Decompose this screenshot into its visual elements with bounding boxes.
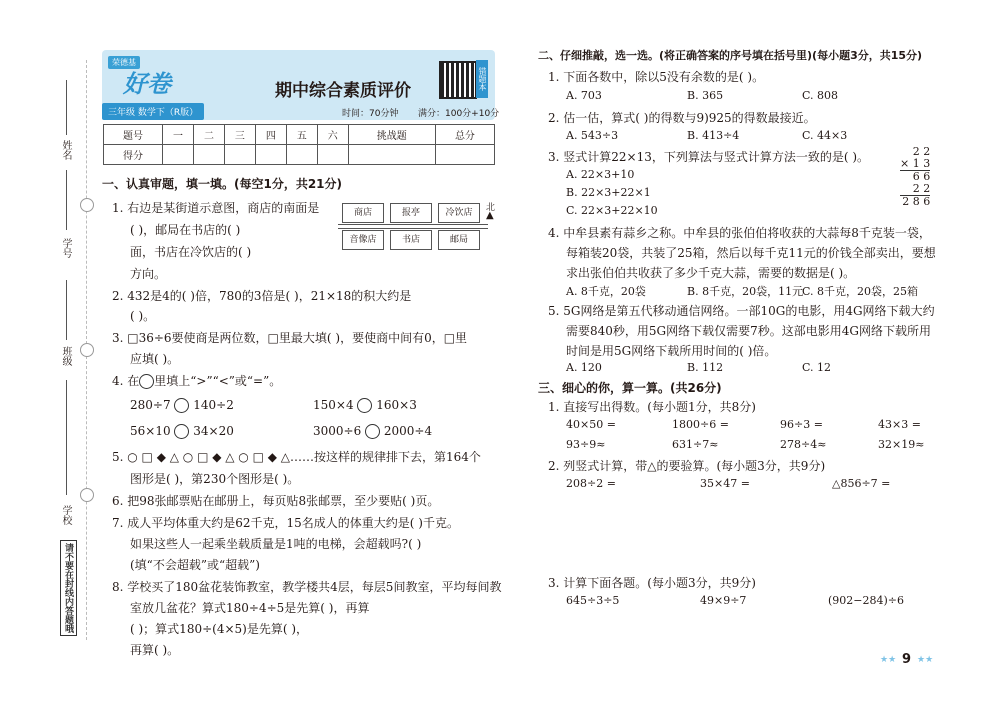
q3-line: 3. □36÷6要使商是两位数，□里最大填( )，要使商中间有0，□里 bbox=[112, 331, 468, 345]
q2-line: ( )。 bbox=[130, 309, 156, 323]
score-cell: 总分 bbox=[435, 125, 494, 145]
s3q1-text: 1. 直接写出得数。(每小题1分，共8分) bbox=[548, 400, 756, 414]
class-underline bbox=[66, 280, 67, 340]
option[interactable]: B. 365 bbox=[687, 89, 724, 102]
map-cold-drink: 冷饮店 bbox=[438, 203, 480, 223]
map-kiosk: 报亭 bbox=[390, 203, 432, 223]
option[interactable]: A. 8千克，20袋 bbox=[566, 285, 646, 298]
q4-item bbox=[313, 398, 417, 413]
school-underline bbox=[66, 380, 67, 495]
q7-line: 7. 成人平均体重大约是62千克，15名成人的体重大约是( )千克。 bbox=[112, 516, 459, 530]
s2q5-line: 需要840秒，用5G网络下载仅需要7秒。这部电影用4G网络下载所用 bbox=[566, 324, 931, 338]
score-input[interactable] bbox=[348, 145, 435, 165]
s2q4-line: 4. 中牟县素有蒜乡之称。中牟县的张伯伯将收获的大蒜每8千克装一袋， bbox=[548, 226, 931, 240]
q5-line: 5. ○ □ ◆ △ ○ □ ◆ △ ○ □ ◆ △……按这样的规律排下去，第164个 bbox=[112, 450, 481, 464]
answer-circle[interactable] bbox=[174, 398, 189, 413]
logo: 好卷 bbox=[123, 70, 171, 98]
section2-heading: 二、仔细推敲，选一选。(将正确答案的序号填在括号里)(每小题3分，共15分) bbox=[538, 49, 923, 62]
option[interactable]: A. 543÷3 bbox=[566, 129, 619, 142]
q4-expr: 56×10 bbox=[130, 424, 171, 438]
q4-expr: 3000÷6 bbox=[313, 424, 362, 438]
score-input[interactable] bbox=[435, 145, 494, 165]
q2-line: 2. 432是4的( )倍，780的3倍是( )，21×18的积大约是 bbox=[112, 289, 412, 303]
qr-code-icon bbox=[439, 61, 477, 99]
q1-line: ( )，邮局在书店的( ) bbox=[130, 223, 241, 237]
option[interactable]: A. 120 bbox=[566, 361, 602, 374]
calc-item: 43×3 = bbox=[878, 418, 921, 431]
score-table bbox=[103, 124, 495, 165]
q8-line: 8. 学校买了180盆花装饰教室，教学楼共4层，每层5间教室，平均每间教 bbox=[112, 580, 502, 594]
option[interactable]: C. 22×3+22×10 bbox=[566, 204, 658, 217]
q4-expr: 280÷7 bbox=[130, 398, 171, 412]
vmul-row: 2 2 bbox=[912, 182, 931, 195]
q1-line: 面，书店在冷饮店的( ) bbox=[130, 245, 252, 259]
option[interactable]: C. 44×3 bbox=[802, 129, 848, 142]
answer-circle[interactable] bbox=[174, 424, 189, 439]
score-input[interactable] bbox=[255, 145, 286, 165]
q4-item bbox=[313, 424, 432, 439]
score-cell: 题号 bbox=[104, 125, 163, 145]
north-arrow-icon: ▲ bbox=[486, 210, 494, 221]
s3q2-text: 2. 列竖式计算，带△的要验算。(每小题3分，共9分) bbox=[548, 459, 826, 473]
score-input[interactable] bbox=[194, 145, 225, 165]
score-cell: 五 bbox=[286, 125, 317, 145]
s2q4-line: 求出张伯伯共收获了多少千克大蒜，需要的数据是( )。 bbox=[566, 266, 856, 280]
binding-hole bbox=[80, 343, 94, 357]
calc-item: 645÷3÷5 bbox=[566, 594, 620, 607]
vmul-row: 2 2 bbox=[912, 145, 931, 158]
score-input[interactable] bbox=[163, 145, 194, 165]
name-label: 姓名 bbox=[60, 140, 71, 160]
calc-item: 631÷7≈ bbox=[672, 438, 719, 451]
option[interactable]: B. 413÷4 bbox=[687, 129, 740, 142]
s2q4-line: 每箱装20袋，共装了25箱，然后以每千克11元的价钱全部卖出，要想 bbox=[566, 246, 936, 260]
vertical-multiplication bbox=[900, 146, 930, 208]
q7-line: 如果这些人一起乘坐载质量是1吨的电梯，会超载吗?( ) bbox=[130, 537, 422, 551]
q7-line: (填“不会超载”或“超载”) bbox=[130, 558, 260, 572]
q4-item bbox=[130, 398, 234, 413]
q1-line: 1. 右边是某街道示意图，商店的南面是 bbox=[112, 201, 320, 215]
calc-item: 32×19≈ bbox=[878, 438, 925, 451]
star-decoration-icon: ★★ bbox=[917, 655, 934, 665]
full-score: 满分：100分+10分 bbox=[418, 109, 500, 119]
option[interactable]: B. 112 bbox=[687, 361, 724, 374]
calc-item: 208÷2 = bbox=[566, 477, 616, 490]
answer-circle[interactable] bbox=[365, 424, 380, 439]
score-cell: 得分 bbox=[104, 145, 163, 165]
vmul-row: 6 6 bbox=[900, 170, 930, 183]
q3-line: 应填( )。 bbox=[130, 352, 180, 366]
score-input[interactable] bbox=[317, 145, 348, 165]
score-cell: 二 bbox=[194, 125, 225, 145]
calc-item: 49×9÷7 bbox=[700, 594, 747, 607]
class-label: 班级 bbox=[60, 346, 71, 366]
option[interactable]: A. 22×3+10 bbox=[566, 168, 635, 181]
compare-circle-icon bbox=[139, 374, 154, 389]
time-limit: 时间：70分钟 bbox=[342, 109, 399, 119]
option[interactable]: C. 808 bbox=[802, 89, 839, 102]
answer-circle[interactable] bbox=[357, 398, 372, 413]
option[interactable]: C. 8千克，20袋，25箱 bbox=[802, 285, 919, 298]
binding-hole bbox=[80, 198, 94, 212]
page-number: 9 bbox=[902, 652, 912, 667]
option[interactable]: B. 22×3+22×1 bbox=[566, 186, 651, 199]
north-label: 北 bbox=[486, 203, 496, 213]
q1-line: 方向。 bbox=[130, 267, 167, 281]
page-title: 期中综合素质评价 bbox=[275, 81, 411, 101]
score-input[interactable] bbox=[224, 145, 255, 165]
map-bookstore: 书店 bbox=[390, 230, 432, 250]
section1-heading: 一、认真审题，填一填。(每空1分，共21分) bbox=[102, 177, 343, 191]
q4-expr: 150×4 bbox=[313, 398, 354, 412]
s2q2-text: 2. 估一估，算式( )的得数与9)925的得数最接近。 bbox=[548, 111, 816, 125]
calc-item: 40×50 = bbox=[566, 418, 616, 431]
map-post-office: 邮局 bbox=[438, 230, 480, 250]
score-input[interactable] bbox=[286, 145, 317, 165]
score-cell: 一 bbox=[163, 125, 194, 145]
q6-line: 6. 把98张邮票贴在邮册上，每页贴8张邮票，至少要贴( )页。 bbox=[112, 494, 440, 508]
vmul-row: × 1 3 bbox=[900, 157, 931, 170]
name-underline bbox=[66, 80, 67, 135]
calc-item: △856÷7 = bbox=[832, 477, 891, 490]
q8-line: 室放几盆花？算式180÷4÷5是先算( )，再算 bbox=[130, 601, 370, 615]
option[interactable]: B. 8千克，20袋，11元 bbox=[687, 285, 804, 298]
s3q3-text: 3. 计算下面各题。(每小题3分，共9分) bbox=[548, 576, 756, 590]
s2q5-line: 时间是用5G网络下载所用时间的( )倍。 bbox=[566, 344, 777, 358]
calc-item: 278÷4≈ bbox=[780, 438, 827, 451]
q4-label: 里填上“>”“<”或“=”。 bbox=[154, 374, 282, 388]
q8-line: 再算( )。 bbox=[130, 643, 180, 657]
binding-notice: 请不要在封线内答题哦 bbox=[60, 540, 77, 636]
score-cell: 六 bbox=[317, 125, 348, 145]
score-cell: 四 bbox=[255, 125, 286, 145]
student-id-label: 学号 bbox=[60, 238, 71, 258]
q4-label: 4. 在 bbox=[112, 374, 140, 388]
section3-heading: 三、细心的你，算一算。(共26分) bbox=[538, 381, 722, 395]
calc-item: 35×47 = bbox=[700, 477, 750, 490]
q4-expr: 160×3 bbox=[376, 398, 417, 412]
calc-item: 1800÷6 = bbox=[672, 418, 729, 431]
score-cell: 挑战题 bbox=[348, 125, 435, 145]
school-label: 学校 bbox=[60, 505, 71, 525]
vmul-row: 2 8 6 bbox=[900, 195, 930, 208]
calc-item: 96÷3 = bbox=[780, 418, 823, 431]
brand-tag: 荣德基 bbox=[108, 56, 140, 69]
q4-item bbox=[130, 424, 234, 439]
q4-expr: 140÷2 bbox=[193, 398, 234, 412]
s2q1-text: 1. 下面各数中，除以5没有余数的是( )。 bbox=[548, 70, 765, 84]
star-decoration-icon: ★★ bbox=[880, 655, 897, 665]
q4-line bbox=[112, 372, 281, 389]
map-shop: 商店 bbox=[342, 203, 384, 223]
qr-tag: 错题本 bbox=[476, 60, 488, 98]
map-video-store: 音像店 bbox=[342, 230, 384, 250]
q8-line: ( )；算式180÷(4×5)是先算( )， bbox=[130, 622, 309, 636]
option[interactable]: A. 703 bbox=[566, 89, 602, 102]
student-id-underline bbox=[66, 170, 67, 230]
q5-line: 图形是( )，第230个图形是( )。 bbox=[130, 472, 300, 486]
s2q5-line: 5. 5G网络是第五代移动通信网络。一部10G的电影，用4G网络下载大约 bbox=[548, 304, 935, 318]
calc-item: 93÷9≈ bbox=[566, 438, 606, 451]
q4-expr: 34×20 bbox=[193, 424, 234, 438]
grade-tag: 三年级 数学下（R版） bbox=[102, 103, 204, 120]
calc-item: (902−284)÷6 bbox=[828, 594, 905, 607]
s2q3-text: 3. 竖式计算22×13，下列算法与竖式计算方法一致的是( )。 bbox=[548, 150, 870, 164]
option[interactable]: C. 12 bbox=[802, 361, 832, 374]
score-cell: 三 bbox=[224, 125, 255, 145]
q4-expr: 2000÷4 bbox=[383, 424, 433, 438]
binding-hole bbox=[80, 488, 94, 502]
